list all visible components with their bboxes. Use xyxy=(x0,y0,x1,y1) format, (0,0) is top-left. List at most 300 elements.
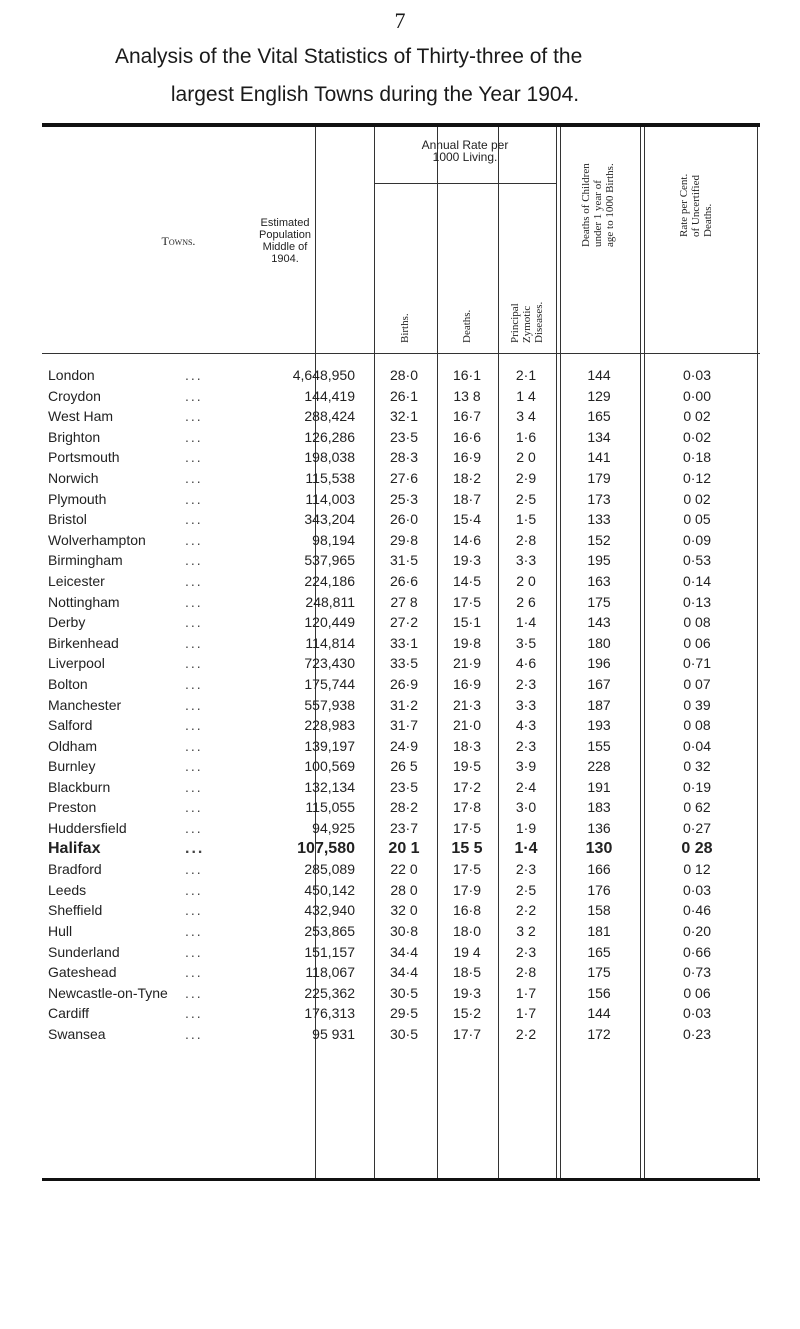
infant-mortality-header: Deaths of Children under 1 year of age to 1000 Births. xyxy=(580,163,616,247)
births-rate-cell: 31·7 xyxy=(389,717,419,734)
title-line-2: largest English Towns during the Year 1904. xyxy=(170,83,580,106)
population-cell: 107,580 xyxy=(297,839,355,857)
zymotic-rate-cell: 3·3 xyxy=(515,696,537,713)
infant-mortality-cell: 175 xyxy=(587,593,611,610)
table-body xyxy=(42,365,760,1045)
infant-mortality-cell: 136 xyxy=(587,820,611,837)
town-cell: Liverpool xyxy=(48,655,105,672)
births-rate-cell: 27·2 xyxy=(389,614,419,631)
table-row xyxy=(42,365,760,386)
town-cell: Brighton xyxy=(48,428,101,445)
table-row xyxy=(42,571,760,592)
table-row xyxy=(42,592,760,613)
deaths-rate-cell: 17·7 xyxy=(452,1026,482,1042)
infant-mortality-cell: 134 xyxy=(587,428,611,445)
births-header: Births. xyxy=(399,313,411,343)
leader-dots: ... xyxy=(185,717,203,734)
births-rate-cell: 29·5 xyxy=(389,1005,419,1022)
table-row xyxy=(42,530,760,551)
leader-dots: ... xyxy=(185,861,203,878)
deaths-rate-cell: 16·9 xyxy=(452,675,482,692)
leader-dots: ... xyxy=(185,799,203,816)
uncertified-rate-cell: 0 06 xyxy=(683,634,711,651)
leader-dots: ... xyxy=(185,778,203,795)
deaths-rate-cell: 18·5 xyxy=(452,964,482,981)
leader-dots: ... xyxy=(185,881,203,898)
population-cell: 114,814 xyxy=(305,634,355,651)
leader-dots: ... xyxy=(185,902,203,919)
births-rate-cell: 28 0 xyxy=(390,881,418,898)
town-cell: Bradford xyxy=(48,861,102,878)
population-cell: 248,811 xyxy=(305,593,355,610)
town-cell: Leicester xyxy=(48,572,105,589)
infant-mortality-cell: 167 xyxy=(587,675,611,692)
deaths-rate-cell: 18·7 xyxy=(452,490,482,507)
births-rate-cell: 24·9 xyxy=(389,737,419,754)
leader-dots: ... xyxy=(185,490,203,507)
infant-mortality-cell: 152 xyxy=(587,531,611,548)
population-cell: 198,038 xyxy=(304,449,355,466)
deaths-rate-cell: 16·6 xyxy=(452,428,482,445)
table-row xyxy=(42,447,760,468)
uncertified-rate-cell: 0·03 xyxy=(682,881,712,898)
deaths-rate-cell: 17·9 xyxy=(452,881,482,898)
zymotic-rate-cell: 2·4 xyxy=(515,778,537,795)
deaths-rate-cell: 17·2 xyxy=(452,778,482,795)
births-rate-cell: 28·3 xyxy=(389,449,419,466)
population-cell: 118,067 xyxy=(305,964,355,981)
table-row xyxy=(42,1024,760,1045)
town-cell: West Ham xyxy=(48,408,114,425)
births-rate-cell: 25·3 xyxy=(389,490,419,507)
town-cell: Hull xyxy=(48,923,73,940)
population-cell: 432,940 xyxy=(304,902,355,919)
population-cell: 114,003 xyxy=(305,490,355,507)
town-cell: Manchester xyxy=(48,696,122,713)
uncertified-rate-cell: 0·04 xyxy=(682,737,712,754)
table-row xyxy=(42,942,760,963)
deaths-rate-cell: 17·8 xyxy=(452,799,482,816)
table-row xyxy=(42,612,760,633)
births-rate-cell: 26·0 xyxy=(389,511,419,528)
zymotic-rate-cell: 3·5 xyxy=(515,634,537,651)
town-cell: Halifax xyxy=(48,839,101,857)
leader-dots: ... xyxy=(185,572,203,589)
deaths-rate-cell: 18·0 xyxy=(452,923,482,940)
leader-dots: ... xyxy=(185,614,203,631)
zymotic-rate-cell: 2·3 xyxy=(515,861,537,878)
town-cell: London xyxy=(48,367,95,383)
deaths-header: Deaths. xyxy=(461,309,473,343)
population-cell: 144,419 xyxy=(304,387,355,404)
births-rate-cell: 34·4 xyxy=(389,964,419,981)
infant-mortality-cell: 196 xyxy=(587,655,611,672)
town-cell: Bolton xyxy=(48,675,88,692)
town-cell: Swansea xyxy=(48,1026,106,1042)
table-row xyxy=(42,859,760,880)
births-rate-cell: 31·5 xyxy=(389,552,419,569)
leader-dots: ... xyxy=(185,737,203,754)
deaths-rate-cell: 15·4 xyxy=(452,511,482,528)
population-cell: 94,925 xyxy=(312,820,355,837)
deaths-rate-cell: 17·5 xyxy=(452,861,482,878)
town-cell: Birkenhead xyxy=(48,634,119,651)
zymotic-rate-cell: 2·1 xyxy=(515,367,537,383)
population-cell: 115,055 xyxy=(305,799,355,816)
deaths-rate-cell: 16·7 xyxy=(452,408,482,425)
infant-mortality-cell: 141 xyxy=(587,449,611,466)
infant-mortality-cell: 187 xyxy=(587,696,611,713)
population-cell: 723,430 xyxy=(304,655,355,672)
infant-mortality-cell: 172 xyxy=(587,1026,611,1042)
town-cell: Blackburn xyxy=(48,778,111,795)
zymotic-rate-cell: 2·5 xyxy=(515,881,537,898)
deaths-rate-cell: 19·5 xyxy=(452,758,482,775)
leader-dots: ... xyxy=(185,511,203,528)
table-row xyxy=(42,427,760,448)
uncertified-rate-cell: 0·18 xyxy=(682,449,712,466)
deaths-rate-cell: 16·8 xyxy=(452,902,482,919)
infant-mortality-cell: 195 xyxy=(587,552,611,569)
uncertified-rate-cell: 0·14 xyxy=(682,572,712,589)
table-row xyxy=(42,633,760,654)
births-rate-cell: 29·8 xyxy=(389,531,419,548)
uncertified-rate-cell: 0·23 xyxy=(682,1026,712,1042)
uncertified-rate-cell: 0 62 xyxy=(683,799,711,816)
leader-dots: ... xyxy=(185,593,203,610)
births-rate-cell: 34·4 xyxy=(389,943,419,960)
page-number: 7 xyxy=(394,8,406,33)
town-cell: Croydon xyxy=(48,387,101,404)
births-rate-cell: 23·5 xyxy=(389,428,419,445)
infant-mortality-cell: 165 xyxy=(587,408,611,425)
infant-mortality-cell: 183 xyxy=(587,799,611,816)
leader-dots: ... xyxy=(185,367,203,383)
towns-header: Towns. xyxy=(161,234,196,248)
table-row xyxy=(42,983,760,1004)
annual-rate-header: Annual Rate per 1000 Living. xyxy=(421,138,509,164)
leader-dots: ... xyxy=(185,839,205,857)
zymotic-rate-cell: 2·5 xyxy=(515,490,537,507)
deaths-rate-cell: 17·5 xyxy=(452,820,482,837)
town-cell: Oldham xyxy=(48,737,98,754)
infant-mortality-cell: 175 xyxy=(587,964,611,981)
town-cell: Birmingham xyxy=(48,552,123,569)
zymotic-rate-cell: 2·3 xyxy=(515,943,537,960)
table-row xyxy=(42,736,760,757)
town-cell: Burnley xyxy=(48,758,96,775)
table-row xyxy=(42,818,760,839)
zymotic-rate-cell: 1·4 xyxy=(515,614,537,631)
population-cell: 95 931 xyxy=(312,1026,355,1042)
deaths-rate-cell: 15·2 xyxy=(452,1005,482,1022)
infant-mortality-cell: 193 xyxy=(587,717,611,734)
births-rate-cell: 31·2 xyxy=(389,696,419,713)
uncertified-rate-cell: 0·73 xyxy=(682,964,712,981)
deaths-rate-cell: 21·3 xyxy=(452,696,482,713)
deaths-rate-cell: 19·8 xyxy=(452,634,482,651)
population-cell: 120,449 xyxy=(304,614,355,631)
zymotic-rate-cell: 2·9 xyxy=(515,469,537,486)
zymotic-header: Principal Zymotic Diseases. xyxy=(509,301,545,343)
town-cell: Norwich xyxy=(48,469,99,486)
town-cell: Newcastle-on-Tyne xyxy=(48,984,168,1001)
leader-dots: ... xyxy=(185,408,203,425)
infant-mortality-cell: 144 xyxy=(587,367,611,383)
zymotic-rate-cell: 4·3 xyxy=(515,717,537,734)
leader-dots: ... xyxy=(185,634,203,651)
table-row xyxy=(42,674,760,695)
zymotic-rate-cell: 1·9 xyxy=(515,820,537,837)
town-cell: Portsmouth xyxy=(48,449,120,466)
uncertified-rate-cell: 0 12 xyxy=(683,861,711,878)
deaths-rate-cell: 14·6 xyxy=(452,531,482,548)
leader-dots: ... xyxy=(185,820,203,837)
table-row xyxy=(42,489,760,510)
uncertified-rate-cell: 0 39 xyxy=(683,696,711,713)
population-cell: 253,865 xyxy=(304,923,355,940)
uncertified-rate-cell: 0 02 xyxy=(683,408,711,425)
infant-mortality-cell: 180 xyxy=(587,634,611,651)
town-cell: Plymouth xyxy=(48,490,107,507)
zymotic-rate-cell: 2·2 xyxy=(515,1026,537,1042)
deaths-rate-cell: 19 4 xyxy=(453,943,481,960)
table-row xyxy=(42,550,760,571)
uncertified-rate-cell: 0·53 xyxy=(682,552,712,569)
population-cell: 557,938 xyxy=(304,696,355,713)
infant-mortality-cell: 173 xyxy=(587,490,611,507)
statistics-table xyxy=(42,123,760,1181)
uncertified-rate-cell: 0·12 xyxy=(682,469,712,486)
zymotic-rate-cell: 2·8 xyxy=(515,531,537,548)
uncertified-rate-cell: 0·13 xyxy=(682,593,712,610)
births-rate-cell: 27·6 xyxy=(389,469,419,486)
infant-mortality-cell: 130 xyxy=(585,839,613,857)
infant-mortality-cell: 129 xyxy=(587,387,611,404)
population-cell: 115,538 xyxy=(305,469,355,486)
table-row xyxy=(42,653,760,674)
leader-dots: ... xyxy=(185,387,203,404)
births-rate-cell: 30·5 xyxy=(389,984,419,1001)
uncertified-rate-cell: 0 08 xyxy=(683,717,711,734)
population-cell: 100,569 xyxy=(304,758,355,775)
zymotic-rate-cell: 4·6 xyxy=(515,655,537,672)
population-cell: 225,362 xyxy=(304,984,355,1001)
uncertified-rate-cell: 0·02 xyxy=(682,428,712,445)
town-cell: Sheffield xyxy=(48,902,103,919)
leader-dots: ... xyxy=(185,923,203,940)
leader-dots: ... xyxy=(185,449,203,466)
table-row xyxy=(42,921,760,942)
population-cell: 4,648,950 xyxy=(292,367,355,383)
deaths-rate-cell: 17·5 xyxy=(452,593,482,610)
uncertified-rate-cell: 0·27 xyxy=(682,820,712,837)
births-rate-cell: 26·1 xyxy=(389,387,419,404)
table-row xyxy=(42,797,760,818)
table-row xyxy=(42,406,760,427)
leader-dots: ... xyxy=(185,1005,203,1022)
uncertified-rate-cell: 0·46 xyxy=(682,902,712,919)
zymotic-rate-cell: 3·9 xyxy=(515,758,537,775)
population-cell: 126,286 xyxy=(304,428,355,445)
population-cell: 343,204 xyxy=(304,511,355,528)
uncertified-rate-cell: 0·03 xyxy=(682,367,712,383)
deaths-rate-cell: 21·0 xyxy=(452,717,482,734)
zymotic-rate-cell: 2·8 xyxy=(515,964,537,981)
uncertified-rate-cell: 0·19 xyxy=(682,778,712,795)
deaths-rate-cell: 16·9 xyxy=(452,449,482,466)
table-row xyxy=(42,900,760,921)
infant-mortality-cell: 155 xyxy=(587,737,611,754)
table-row xyxy=(42,962,760,983)
births-rate-cell: 28·0 xyxy=(389,367,419,383)
table-row xyxy=(42,777,760,798)
leader-dots: ... xyxy=(185,1026,203,1042)
town-cell: Cardiff xyxy=(48,1005,89,1022)
zymotic-rate-cell: 1 4 xyxy=(516,387,536,404)
population-cell: 285,089 xyxy=(304,861,355,878)
infant-mortality-cell: 176 xyxy=(587,881,611,898)
infant-mortality-cell: 156 xyxy=(587,984,611,1001)
uncertified-rate-cell: 0·09 xyxy=(682,531,712,548)
zymotic-rate-cell: 2 6 xyxy=(516,593,536,610)
leader-dots: ... xyxy=(185,428,203,445)
leader-dots: ... xyxy=(185,469,203,486)
deaths-rate-cell: 19·3 xyxy=(452,552,482,569)
births-rate-cell: 26 5 xyxy=(390,758,418,775)
deaths-rate-cell: 13 8 xyxy=(453,387,481,404)
zymotic-rate-cell: 3 2 xyxy=(516,923,536,940)
zymotic-rate-cell: 2·3 xyxy=(515,737,537,754)
births-rate-cell: 33·5 xyxy=(389,655,419,672)
births-rate-cell: 32 0 xyxy=(390,902,418,919)
town-cell: Derby xyxy=(48,614,86,631)
town-cell: Salford xyxy=(48,717,93,734)
town-cell: Huddersfield xyxy=(48,820,127,837)
population-cell: 139,197 xyxy=(304,737,355,754)
uncertified-rate-cell: 0 06 xyxy=(683,984,711,1001)
zymotic-rate-cell: 1·7 xyxy=(515,1005,537,1022)
population-cell: 176,313 xyxy=(304,1005,355,1022)
table-row xyxy=(42,386,760,407)
deaths-rate-cell: 14·5 xyxy=(452,572,482,589)
infant-mortality-cell: 163 xyxy=(587,572,611,589)
town-cell: Leeds xyxy=(48,881,87,898)
leader-dots: ... xyxy=(185,552,203,569)
town-cell: Bristol xyxy=(48,511,87,528)
births-rate-cell: 22 0 xyxy=(390,861,418,878)
zymotic-rate-cell: 2 0 xyxy=(516,572,536,589)
table-row xyxy=(42,715,760,736)
deaths-rate-cell: 18·2 xyxy=(452,469,482,486)
population-cell: 450,142 xyxy=(304,881,355,898)
table-row xyxy=(42,880,760,901)
births-rate-cell: 33·1 xyxy=(389,634,419,651)
uncertified-rate-cell: 0·20 xyxy=(682,923,712,940)
header-rule xyxy=(374,183,556,184)
zymotic-rate-cell: 2·3 xyxy=(515,675,537,692)
births-rate-cell: 26·6 xyxy=(389,572,419,589)
zymotic-rate-cell: 2·2 xyxy=(515,902,537,919)
infant-mortality-cell: 228 xyxy=(587,758,611,775)
deaths-rate-cell: 21·9 xyxy=(452,655,482,672)
population-header: Estimated Population Middle of 1904. xyxy=(259,217,311,265)
births-rate-cell: 28·2 xyxy=(389,799,419,816)
births-rate-cell: 27 8 xyxy=(390,593,418,610)
table-row xyxy=(42,1003,760,1024)
infant-mortality-cell: 165 xyxy=(587,943,611,960)
infant-mortality-cell: 181 xyxy=(587,923,611,940)
infant-mortality-cell: 166 xyxy=(587,861,611,878)
infant-mortality-cell: 143 xyxy=(587,614,611,631)
uncertified-rate-cell: 0·66 xyxy=(682,943,712,960)
births-rate-cell: 23·7 xyxy=(389,820,419,837)
zymotic-rate-cell: 1·7 xyxy=(515,984,537,1001)
infant-mortality-cell: 133 xyxy=(587,511,611,528)
leader-dots: ... xyxy=(185,758,203,775)
zymotic-rate-cell: 3 4 xyxy=(516,408,536,425)
town-cell: Preston xyxy=(48,799,97,816)
zymotic-rate-cell: 3·0 xyxy=(515,799,537,816)
table-row xyxy=(42,756,760,777)
births-rate-cell: 32·1 xyxy=(389,408,419,425)
leader-dots: ... xyxy=(185,531,203,548)
leader-dots: ... xyxy=(185,964,203,981)
population-cell: 132,134 xyxy=(304,778,355,795)
uncertified-rate-cell: 0·03 xyxy=(682,1005,712,1022)
zymotic-rate-cell: 1·6 xyxy=(515,428,537,445)
leader-dots: ... xyxy=(185,943,203,960)
uncertified-rate-cell: 0 02 xyxy=(683,490,711,507)
uncertified-rate-cell: 0·71 xyxy=(682,655,712,672)
leader-dots: ... xyxy=(185,696,203,713)
town-cell: Sunderland xyxy=(48,943,120,960)
deaths-rate-cell: 16·1 xyxy=(452,367,482,383)
infant-mortality-cell: 158 xyxy=(587,902,611,919)
zymotic-rate-cell: 1·4 xyxy=(514,839,538,857)
births-rate-cell: 30·5 xyxy=(389,1026,419,1042)
infant-mortality-cell: 144 xyxy=(587,1005,611,1022)
table-row xyxy=(42,509,760,530)
town-cell: Nottingham xyxy=(48,593,120,610)
leader-dots: ... xyxy=(185,984,203,1001)
leader-dots: ... xyxy=(185,655,203,672)
town-cell: Gateshead xyxy=(48,964,117,981)
population-cell: 175,744 xyxy=(304,675,355,692)
table-row xyxy=(42,839,760,860)
births-rate-cell: 30·8 xyxy=(389,923,419,940)
population-cell: 98,194 xyxy=(312,531,355,548)
zymotic-rate-cell: 2 0 xyxy=(516,449,536,466)
deaths-rate-cell: 15 5 xyxy=(451,839,483,857)
deaths-rate-cell: 18·3 xyxy=(452,737,482,754)
population-cell: 537,965 xyxy=(304,552,355,569)
header-bottom-rule xyxy=(42,353,760,354)
infant-mortality-cell: 191 xyxy=(587,778,611,795)
births-rate-cell: 20 1 xyxy=(388,839,420,857)
uncertified-rate-cell: 0 05 xyxy=(683,511,711,528)
infant-mortality-cell: 179 xyxy=(587,469,611,486)
population-cell: 228,983 xyxy=(304,717,355,734)
table-row xyxy=(42,695,760,716)
uncertified-rate-cell: 0 32 xyxy=(683,758,711,775)
uncertified-header: Rate per Cent. of Uncertified Deaths. xyxy=(678,173,714,237)
deaths-rate-cell: 15·1 xyxy=(452,614,482,631)
uncertified-rate-cell: 0 07 xyxy=(683,675,711,692)
births-rate-cell: 23·5 xyxy=(389,778,419,795)
population-cell: 224,186 xyxy=(304,572,355,589)
leader-dots: ... xyxy=(185,675,203,692)
